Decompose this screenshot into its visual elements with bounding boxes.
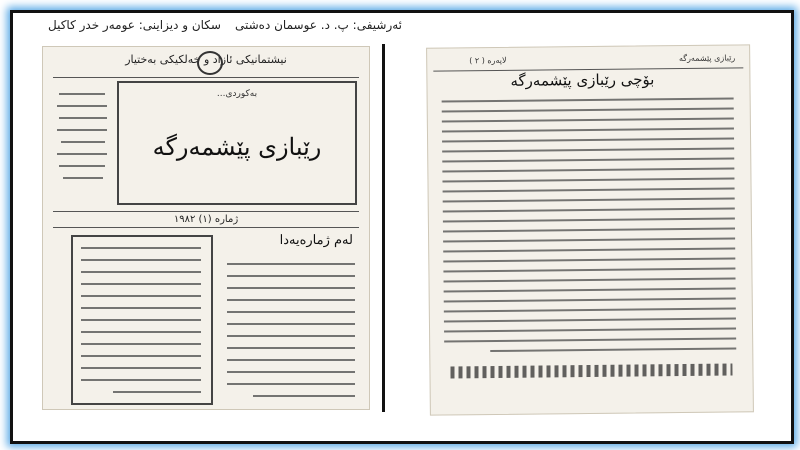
masthead-slogan: نیشتمانیکی ئازاد و خەلکیکی بەختیار bbox=[125, 53, 287, 66]
lower-left-article bbox=[71, 235, 213, 405]
ornamental-border bbox=[450, 364, 732, 379]
archive-credit-caption: ئەرشیفی: پ. د. عوسمان دەشتی bbox=[235, 18, 403, 32]
masthead-subtitle: بەکوردی... bbox=[216, 89, 258, 99]
issue-line: ژمارە (۱) ١٩٨٢ bbox=[53, 211, 359, 228]
page-number: لاپەرە ( ٢ ) bbox=[469, 55, 507, 66]
article-title: بۆچی رێبازی پێشمەرگە bbox=[510, 70, 655, 90]
page-divider bbox=[382, 44, 385, 412]
design-credit-caption: سکان و دیزاینی: عومەر خدر کاکیل bbox=[48, 18, 221, 32]
newspaper-front-page bbox=[42, 46, 370, 410]
running-title: رێبازی پێشمەرگە bbox=[678, 53, 736, 64]
side-column bbox=[53, 81, 111, 231]
contents-heading: لەم ژمارەیەدا bbox=[279, 233, 353, 248]
masthead-box bbox=[117, 81, 357, 205]
newspaper-inner-page bbox=[426, 44, 754, 415]
party-logo bbox=[197, 51, 223, 75]
newspaper-title: رێبازی پێشمەرگە bbox=[152, 133, 322, 161]
